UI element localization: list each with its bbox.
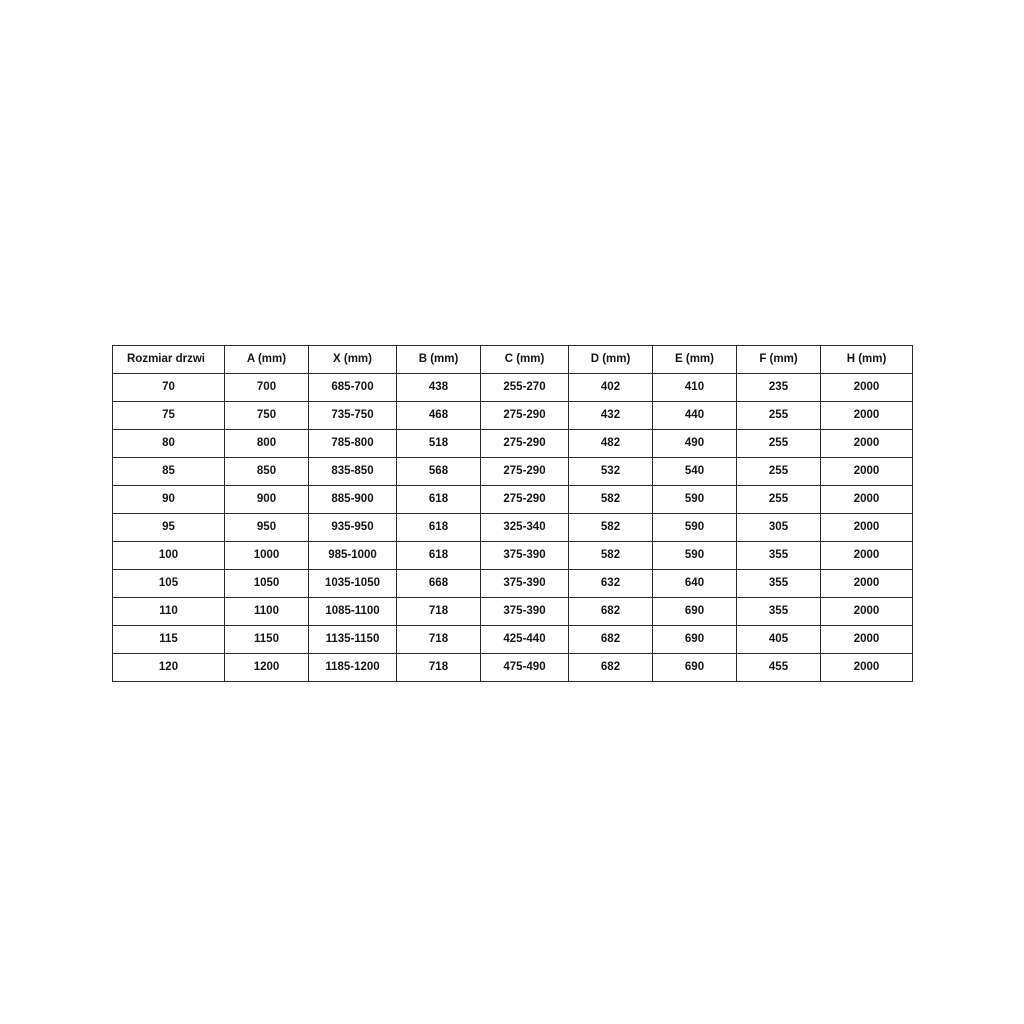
table-cell: 2000 (821, 402, 913, 430)
table-cell: 75 (113, 402, 225, 430)
table-cell: 255 (737, 402, 821, 430)
table-cell: 355 (737, 570, 821, 598)
table-cell: 255-270 (481, 374, 569, 402)
table-body (113, 374, 913, 682)
table-cell: 718 (397, 626, 481, 654)
table-cell: 2000 (821, 654, 913, 682)
table-cell: 440 (653, 402, 737, 430)
table-cell: 1185-1200 (309, 654, 397, 682)
table-cell: 1200 (225, 654, 309, 682)
table-cell: 835-850 (309, 458, 397, 486)
table-cell: 985-1000 (309, 542, 397, 570)
table-cell: 668 (397, 570, 481, 598)
table-cell: 2000 (821, 458, 913, 486)
table-cell: 325-340 (481, 514, 569, 542)
table-cell: 1085-1100 (309, 598, 397, 626)
column-header-c: C (mm) (481, 346, 569, 374)
column-header-e: E (mm) (653, 346, 737, 374)
table-row (113, 598, 913, 626)
table-cell: 235 (737, 374, 821, 402)
table-row (113, 514, 913, 542)
table-cell: 682 (569, 598, 653, 626)
table-cell: 490 (653, 430, 737, 458)
table-cell: 475-490 (481, 654, 569, 682)
table-cell: 255 (737, 458, 821, 486)
table-cell: 950 (225, 514, 309, 542)
column-header-x: X (mm) (309, 346, 397, 374)
specification-table (112, 345, 913, 682)
table-cell: 455 (737, 654, 821, 682)
table-cell: 735-750 (309, 402, 397, 430)
table-cell: 700 (225, 374, 309, 402)
table-cell: 95 (113, 514, 225, 542)
column-header-a: A (mm) (225, 346, 309, 374)
table-cell: 682 (569, 654, 653, 682)
table-cell: 2000 (821, 542, 913, 570)
table-cell: 618 (397, 486, 481, 514)
table-cell: 375-390 (481, 570, 569, 598)
table-cell: 2000 (821, 514, 913, 542)
table-cell: 355 (737, 542, 821, 570)
table-cell: 255 (737, 486, 821, 514)
table-cell: 2000 (821, 598, 913, 626)
table-cell: 2000 (821, 626, 913, 654)
table-row (113, 458, 913, 486)
table-cell: 275-290 (481, 486, 569, 514)
table-cell: 1000 (225, 542, 309, 570)
table-cell: 850 (225, 458, 309, 486)
table-cell: 110 (113, 598, 225, 626)
table-cell: 425-440 (481, 626, 569, 654)
table-cell: 690 (653, 598, 737, 626)
table-cell: 482 (569, 430, 653, 458)
specification-table-container (112, 345, 912, 682)
table-cell: 2000 (821, 430, 913, 458)
table-cell: 785-800 (309, 430, 397, 458)
table-cell: 590 (653, 514, 737, 542)
table-cell: 1150 (225, 626, 309, 654)
table-cell: 80 (113, 430, 225, 458)
table-row (113, 654, 913, 682)
table-cell: 275-290 (481, 430, 569, 458)
table-cell: 590 (653, 486, 737, 514)
table-cell: 405 (737, 626, 821, 654)
table-cell: 355 (737, 598, 821, 626)
table-cell: 618 (397, 514, 481, 542)
table-cell: 532 (569, 458, 653, 486)
table-cell: 640 (653, 570, 737, 598)
table-cell: 582 (569, 514, 653, 542)
column-header-d: D (mm) (569, 346, 653, 374)
table-row (113, 486, 913, 514)
table-cell: 120 (113, 654, 225, 682)
table-cell: 682 (569, 626, 653, 654)
table-cell: 275-290 (481, 402, 569, 430)
column-header-h: H (mm) (821, 346, 913, 374)
table-cell: 750 (225, 402, 309, 430)
table-header (113, 346, 913, 374)
table-cell: 1035-1050 (309, 570, 397, 598)
table-cell: 1135-1150 (309, 626, 397, 654)
table-cell: 410 (653, 374, 737, 402)
table-cell: 885-900 (309, 486, 397, 514)
column-header-b: B (mm) (397, 346, 481, 374)
table-cell: 518 (397, 430, 481, 458)
table-cell: 70 (113, 374, 225, 402)
table-cell: 255 (737, 430, 821, 458)
column-header-rozmiar-drzwi: Rozmiar drzwi (113, 346, 225, 374)
table-cell: 685-700 (309, 374, 397, 402)
table-cell: 718 (397, 598, 481, 626)
table-row (113, 374, 913, 402)
table-cell: 900 (225, 486, 309, 514)
table-header-row (113, 346, 913, 374)
table-cell: 800 (225, 430, 309, 458)
table-row (113, 626, 913, 654)
table-cell: 690 (653, 626, 737, 654)
table-cell: 90 (113, 486, 225, 514)
table-cell: 2000 (821, 374, 913, 402)
table-cell: 718 (397, 654, 481, 682)
table-row (113, 570, 913, 598)
table-cell: 582 (569, 486, 653, 514)
table-cell: 275-290 (481, 458, 569, 486)
column-header-f: F (mm) (737, 346, 821, 374)
table-cell: 85 (113, 458, 225, 486)
table-cell: 402 (569, 374, 653, 402)
table-cell: 618 (397, 542, 481, 570)
table-cell: 468 (397, 402, 481, 430)
table-cell: 582 (569, 542, 653, 570)
table-cell: 432 (569, 402, 653, 430)
table-cell: 1100 (225, 598, 309, 626)
table-row (113, 430, 913, 458)
table-cell: 305 (737, 514, 821, 542)
table-cell: 2000 (821, 570, 913, 598)
table-cell: 2000 (821, 486, 913, 514)
table-cell: 935-950 (309, 514, 397, 542)
table-cell: 375-390 (481, 542, 569, 570)
table-cell: 690 (653, 654, 737, 682)
table-cell: 375-390 (481, 598, 569, 626)
table-row (113, 542, 913, 570)
table-cell: 590 (653, 542, 737, 570)
table-row (113, 402, 913, 430)
table-cell: 632 (569, 570, 653, 598)
table-cell: 1050 (225, 570, 309, 598)
table-cell: 540 (653, 458, 737, 486)
table-cell: 115 (113, 626, 225, 654)
table-cell: 100 (113, 542, 225, 570)
table-cell: 568 (397, 458, 481, 486)
table-cell: 438 (397, 374, 481, 402)
table-cell: 105 (113, 570, 225, 598)
